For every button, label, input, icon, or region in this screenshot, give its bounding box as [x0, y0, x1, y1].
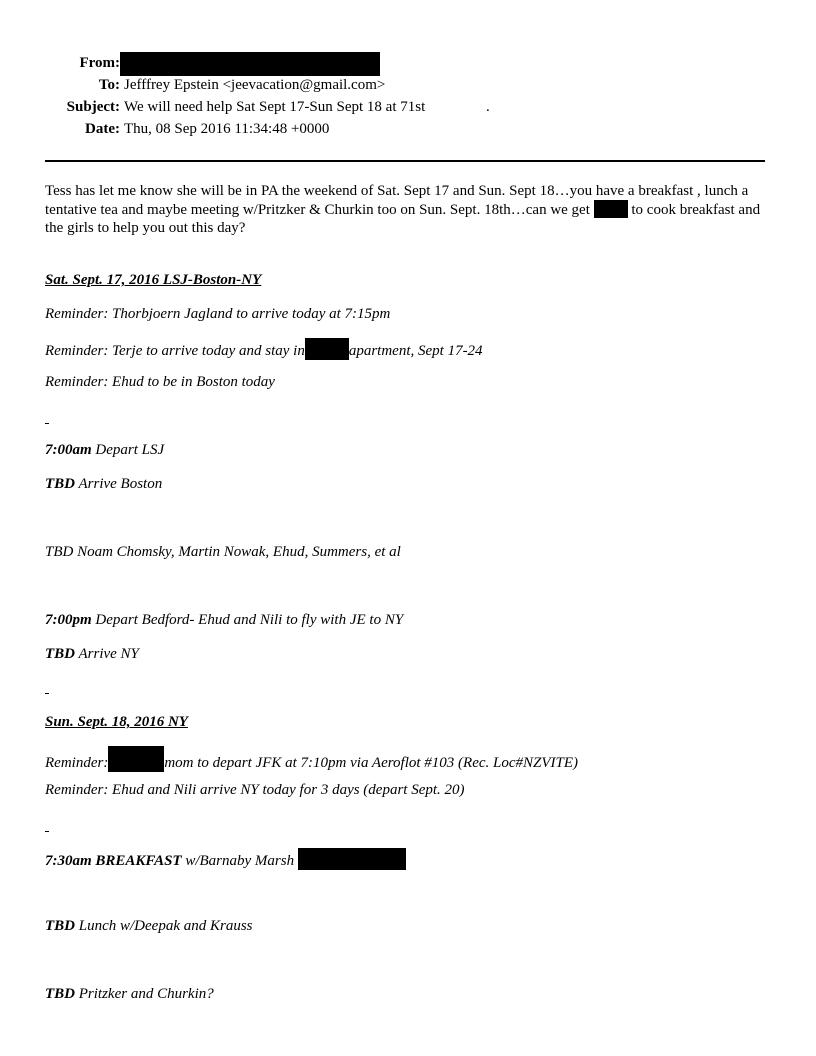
intro-text-part1: Tess has let me know she will be in PA the weekend of Sat. Sept 17 and Sun. Sept 18…you have a breakfast , lunch a tentative tea and maybe meeting w/Pritzker & Churkin too on Sun. Sept. 18th…can we get: [45, 183, 749, 218]
sat-item-1: [45, 440, 164, 460]
header-divider: [45, 160, 765, 162]
sun-item-2-text: Lunch w/Deepak and Krauss: [78, 918, 253, 934]
date-row: [0, 118, 816, 140]
sat-reminder-2-end: apartment, Sept 17-24: [348, 343, 483, 359]
sat-item-2: [45, 474, 162, 494]
sun-item-3: [45, 984, 214, 1004]
sat-item-2-time: TBD: [45, 476, 75, 492]
intro-paragraph: [45, 182, 767, 237]
sun-item-1-time: 7:30am BREAKFAST: [45, 853, 182, 869]
separator-mark: [45, 831, 49, 832]
sun-item-2: [45, 916, 253, 936]
intro-redaction: [594, 200, 628, 218]
sat-item-4: [45, 610, 403, 630]
to-row: [0, 74, 816, 96]
sat-item-4-time: 7:00pm: [45, 612, 92, 628]
sun-reminder-1: [45, 746, 578, 773]
sat-item-2-text: Arrive Boston: [78, 476, 163, 492]
subject-label: Subject:: [66, 99, 120, 115]
sun-reminder-2: Reminder: Ehud and Nili arrive NY today for 3 days (depart Sept. 20): [45, 782, 465, 798]
sat-reminder-3: Reminder: Ehud to be in Boston today: [45, 374, 275, 390]
sat-reminder-2-start: Reminder: Terje to arrive today and stay in: [45, 343, 305, 359]
from-row: [0, 52, 816, 74]
from-redaction: [120, 52, 380, 76]
sun-item-1-text: w/Barnaby Marsh: [185, 853, 295, 869]
sat-reminder-1: Reminder: Thorbjoern Jagland to arrive today at 7:15pm: [45, 306, 391, 322]
sat-heading: Sat. Sept. 17, 2016 LSJ-Boston-NY: [45, 272, 262, 288]
sat-item-1-text: Depart LSJ: [95, 442, 165, 458]
sat-reminder-2: [45, 338, 483, 361]
to-value: Jefffrey Epstein <jeevacation@gmail.com>: [124, 77, 386, 93]
intro-text-part2: to cook breakfast and the girls to help you out this day?: [45, 202, 761, 236]
to-label: To:: [98, 77, 120, 93]
sun-item-3-text: Pritzker and Churkin?: [78, 986, 214, 1002]
sun-item-3-time: TBD: [45, 986, 75, 1002]
sat-item-5-time: TBD: [45, 646, 75, 662]
sun-item-1: [45, 848, 406, 871]
sun-reminder-1-redaction: [108, 746, 164, 772]
sat-reminder-2-redaction: [305, 338, 349, 360]
date-value: Thu, 08 Sep 2016 11:34:48 +0000: [124, 121, 330, 137]
sun-reminder-1-start: Reminder:: [45, 755, 109, 771]
date-label: Date:: [85, 121, 120, 137]
separator-mark: [45, 423, 49, 424]
from-label: From:: [79, 55, 120, 71]
sat-item-5: [45, 644, 139, 664]
sun-item-2-time: TBD: [45, 918, 75, 934]
sat-item-3: TBD Noam Chomsky, Martin Nowak, Ehud, Summers, et al: [45, 544, 401, 560]
sat-item-4-text: Depart Bedford- Ehud and Nili to fly with JE to NY: [95, 612, 404, 628]
sun-reminder-1-end: mom to depart JFK at 7:10pm via Aeroflot #103 (Rec. Loc#NZVITE): [164, 755, 579, 771]
subject-row: [0, 96, 816, 118]
sat-item-5-text: Arrive NY: [78, 646, 139, 662]
sun-item-1-redaction: [298, 848, 406, 870]
subject-value: We will need help Sat Sept 17-Sun Sept 18 at 71st: [124, 99, 426, 115]
sat-item-1-time: 7:00am: [45, 442, 92, 458]
sun-heading: Sun. Sept. 18, 2016 NY: [45, 714, 188, 730]
subject-trailing: .: [486, 99, 490, 115]
separator-mark: [45, 693, 49, 694]
